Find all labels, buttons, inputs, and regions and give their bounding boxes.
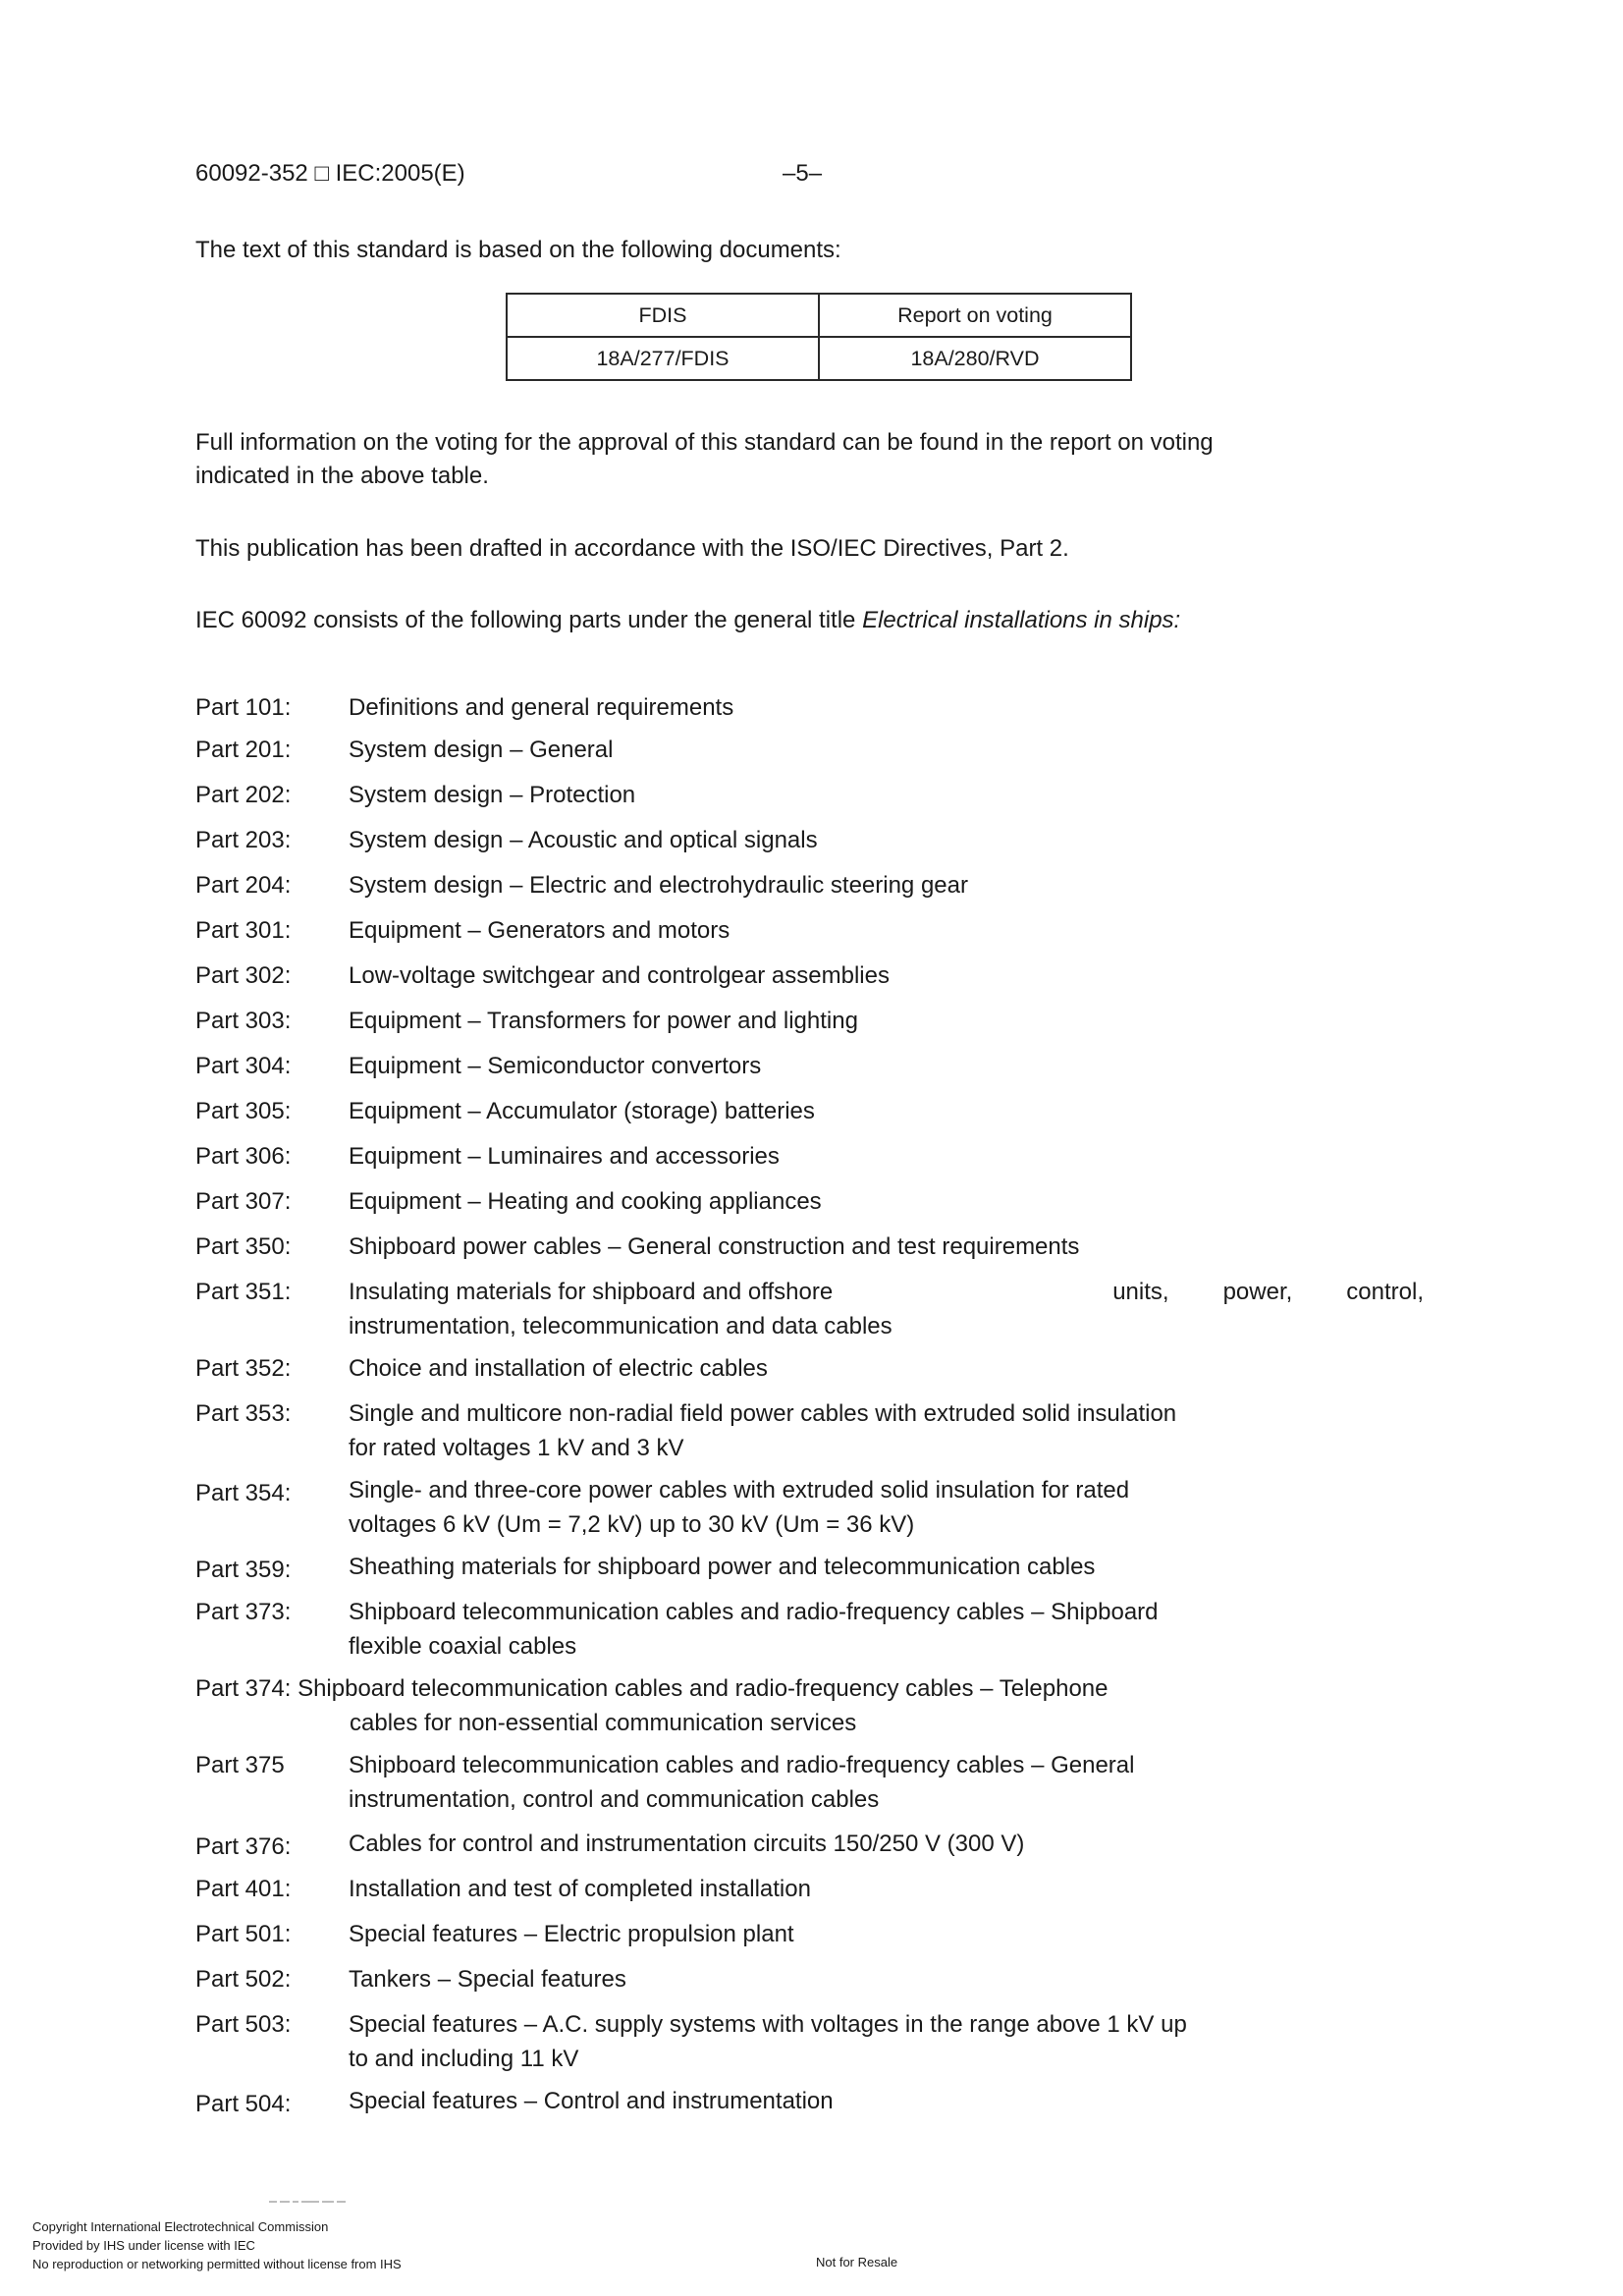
table-cell: 18A/277/FDIS (507, 337, 819, 380)
list-item (195, 734, 1472, 779)
part-title: Installation and test of completed installation (349, 1876, 811, 1902)
part-title-segment: instrumentation, telecommunication and data cables (349, 1312, 893, 1339)
justified-line (349, 1276, 1424, 1310)
table-header-cell: Report on voting (819, 294, 1131, 337)
part-title-line: instrumentation, control and communication cables (349, 1785, 880, 1813)
part-title-segment: units, (1112, 1279, 1169, 1305)
part-title (349, 1474, 1472, 1551)
page-number: –5– (783, 160, 823, 187)
part-label: Part 359: (195, 1557, 292, 1583)
part-label: Part 373: (195, 1599, 292, 1625)
footer-reproduction: No reproduction or networking permitted without license from IHS (32, 2257, 402, 2271)
part-label: Part 504: (195, 2091, 292, 2117)
part-title-line: voltages 6 kV (Um = 7,2 kV) up to 30 kV (Um = 36 kV) (349, 1510, 915, 1538)
list-item (195, 2008, 1472, 2085)
part-title (349, 1397, 1472, 1474)
part-label: Part 301: (195, 917, 292, 944)
part-label: Part 401: (195, 1876, 292, 1902)
part-title: Equipment – Semiconductor convertors (349, 1053, 762, 1079)
list-item (195, 1828, 1472, 1873)
part-label: Part 307: (195, 1188, 292, 1215)
drafted-paragraph: This publication has been drafted in accordance with the ISO/IEC Directives, Part 2. (195, 535, 1069, 562)
documents-table (506, 293, 1132, 381)
list-item (195, 1050, 1472, 1095)
page-header-reference: 60092-352 □ IEC:2005(E) (195, 160, 465, 187)
part-title-line: Special features – A.C. supply systems with voltages in the range above 1 kV up (349, 2011, 1187, 2038)
series-title: Electrical installations in ships: (862, 607, 1181, 633)
voting-info-paragraph: Full information on the voting for the approval of this standard can be found in the report on voting indicated in the above table. (195, 429, 1214, 489)
table-header-row (507, 294, 1131, 337)
part-title: System design – Acoustic and optical signals (349, 827, 818, 853)
part-title: Equipment – Accumulator (storage) batteries (349, 1098, 815, 1124)
part-title-line: Single- and three-core power cables with extruded solid insulation for rated (349, 1477, 1130, 1503)
part-label: Part 201: (195, 737, 292, 763)
part-title (349, 1276, 1472, 1352)
list-item (195, 869, 1472, 914)
part-title (349, 1749, 1472, 1828)
list-item (195, 824, 1472, 869)
part-title: Cables for control and instrumentation circuits 150/250 V (300 V) (349, 1831, 1025, 1857)
part-title: Low-voltage switchgear and controlgear assemblies (349, 962, 890, 989)
list-item (195, 1918, 1472, 1963)
part-title: Shipboard telecommunication cables and radio-frequency cables – Telephone (298, 1675, 1109, 1702)
parts-list (195, 691, 1472, 2130)
list-item (195, 779, 1472, 824)
part-label: Part 306: (195, 1143, 292, 1170)
list-item (195, 1185, 1472, 1230)
part-label: Part 354: (195, 1480, 292, 1506)
part-label: Part 302: (195, 962, 292, 989)
intro-paragraph: The text of this standard is based on the following documents: (195, 237, 841, 263)
part-title-continuation: cables for non-essential communication services (350, 1709, 857, 1736)
part-title: Shipboard power cables – General construction and test requirements (349, 1233, 1080, 1260)
series-lead: IEC 60092 consists of the following parts under the general title (195, 607, 863, 633)
part-label: Part 352: (195, 1355, 292, 1382)
table-header-cell: FDIS (507, 294, 819, 337)
part-label: Part 501: (195, 1921, 292, 1947)
list-item (195, 959, 1472, 1005)
part-label: Part 202: (195, 782, 292, 808)
part-title: System design – General (349, 737, 614, 763)
part-title (349, 1596, 1472, 1672)
part-label: Part 351: (195, 1279, 292, 1305)
part-title: Special features – Control and instrumentation (349, 2088, 834, 2114)
part-label: Part 503: (195, 2011, 292, 2038)
part-first-line (195, 1672, 1472, 1707)
part-label: Part 101: (195, 694, 292, 721)
part-title: Special features – Electric propulsion plant (349, 1921, 794, 1947)
part-title-line: to and including 11 kV (349, 2045, 579, 2072)
part-label: Part 303: (195, 1008, 292, 1034)
part-label: Part 305: (195, 1098, 292, 1124)
list-item (195, 1873, 1472, 1918)
part-title: Choice and installation of electric cables (349, 1355, 768, 1382)
part-label: Part 204: (195, 872, 292, 899)
part-title: Equipment – Heating and cooking appliances (349, 1188, 822, 1215)
part-title-segment: power, (1222, 1279, 1293, 1305)
part-title-line: Shipboard telecommunication cables and radio-frequency cables – General (349, 1752, 1135, 1778)
list-item (195, 914, 1472, 959)
part-title-line: for rated voltages 1 kV and 3 kV (349, 1434, 684, 1461)
part-title: Equipment – Transformers for power and lighting (349, 1008, 858, 1034)
part-label: Part 353: (195, 1400, 292, 1427)
series-paragraph (195, 604, 1197, 637)
list-item (195, 2085, 1472, 2130)
list-item (195, 1140, 1472, 1185)
list-item (195, 1551, 1472, 1596)
list-item (195, 1276, 1472, 1352)
part-title (349, 2008, 1472, 2085)
list-item (195, 1095, 1472, 1140)
part-label: Part 374: (195, 1675, 292, 1702)
list-item (195, 1749, 1472, 1828)
list-item (195, 1397, 1472, 1474)
part-title: Tankers – Special features (349, 1966, 626, 1993)
part-title-segment: Insulating materials for shipboard and offshore (349, 1279, 834, 1305)
part-label: Part 304: (195, 1053, 292, 1079)
part-label: Part 376: (195, 1833, 292, 1860)
faint-mark (269, 2193, 357, 2201)
part-label: Part 502: (195, 1966, 292, 1993)
list-item (195, 1672, 1472, 1749)
list-item (195, 1474, 1472, 1551)
part-title: Equipment – Luminaires and accessories (349, 1143, 780, 1170)
part-title: Sheathing materials for shipboard power and telecommunication cables (349, 1554, 1096, 1580)
part-title-segment: control, (1346, 1279, 1424, 1305)
footer-not-for-resale: Not for Resale (816, 2255, 898, 2269)
part-title: System design – Electric and electrohydraulic steering gear (349, 872, 968, 899)
list-item (195, 1596, 1472, 1672)
part-title-line: flexible coaxial cables (349, 1632, 577, 1660)
list-item (195, 691, 1472, 734)
footer-copyright: Copyright International Electrotechnical Commission (32, 2219, 329, 2234)
list-item (195, 1352, 1472, 1397)
part-title-line: Single and multicore non-radial field power cables with extruded solid insulation (349, 1400, 1177, 1427)
part-title: System design – Protection (349, 782, 636, 808)
list-item (195, 1230, 1472, 1276)
footer-license: Provided by IHS under license with IEC (32, 2238, 255, 2253)
part-label: Part 350: (195, 1233, 292, 1260)
table-row (507, 337, 1131, 380)
table-cell: 18A/280/RVD (819, 337, 1131, 380)
part-label: Part 375 (195, 1752, 285, 1778)
part-label: Part 203: (195, 827, 292, 853)
list-item (195, 1005, 1472, 1050)
part-title: Definitions and general requirements (349, 694, 734, 721)
part-title: Equipment – Generators and motors (349, 917, 730, 944)
part-title-line: Shipboard telecommunication cables and radio-frequency cables – Shipboard (349, 1599, 1159, 1625)
list-item (195, 1963, 1472, 2008)
